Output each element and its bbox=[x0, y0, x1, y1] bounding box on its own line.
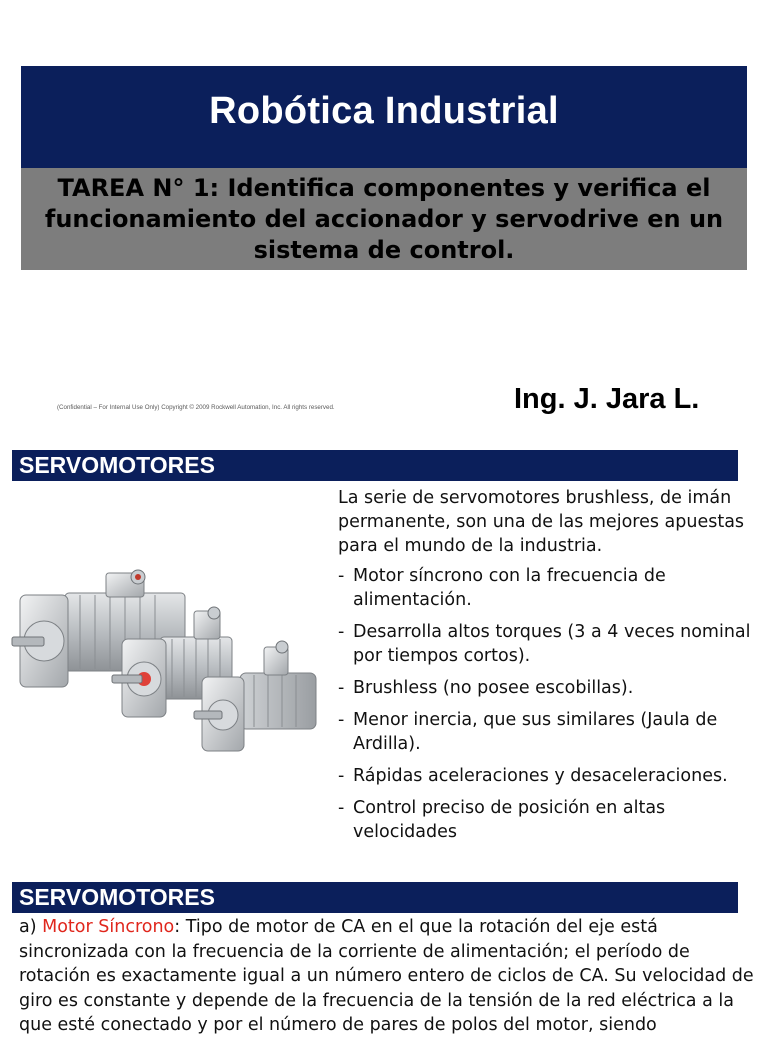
confidential-note: (Confidential – For Internal Use Only) Copyright © 2009 Rockwell Automation, Inc. All rights reserved. bbox=[57, 404, 335, 411]
section-title: SERVOMOTORES bbox=[19, 884, 215, 910]
bullet-dash: - bbox=[338, 622, 345, 642]
list-item bbox=[338, 764, 762, 788]
list-item-text: Desarrolla altos torques (3 a 4 veces nominal por tiempos cortos). bbox=[353, 622, 751, 666]
list-item-text: Menor inercia, que sus similares (Jaula de Ardilla). bbox=[353, 710, 718, 754]
list-item-text: Brushless (no posee escobillas). bbox=[353, 678, 634, 698]
section-header-servomotores bbox=[12, 450, 738, 481]
para-prefix: a) bbox=[19, 917, 43, 937]
list-item-text: Rápidas aceleraciones y desaceleraciones. bbox=[353, 766, 728, 786]
section-header-servomotores-2 bbox=[12, 882, 738, 913]
bullet-dash: - bbox=[338, 766, 345, 786]
motor-sincrono-term: Motor Síncrono bbox=[42, 917, 175, 937]
task-heading: TAREA N° 1: Identifica componentes y verifica el funcionamiento del accionador y servodrive en un sistema de control. bbox=[44, 174, 724, 264]
features-list bbox=[338, 564, 762, 852]
list-item-text: Control preciso de posición en altas velocidades bbox=[353, 798, 666, 842]
bullet-dash: - bbox=[338, 566, 345, 586]
bullet-dash: - bbox=[338, 678, 345, 698]
servomotors-image bbox=[10, 555, 325, 760]
list-item bbox=[338, 620, 762, 668]
intro-text: La serie de servomotores brushless, de imán permanente, son una de las mejores apuestas para el mundo de la industria. bbox=[338, 488, 745, 556]
list-item bbox=[338, 564, 762, 612]
list-item bbox=[338, 796, 762, 844]
author-name: Ing. J. Jara L. bbox=[514, 383, 700, 415]
slide-title: Robótica Industrial bbox=[209, 90, 559, 132]
para-text: : Tipo de motor de CA en el que la rotación del eje está sincronizada con la frecuencia de la corriente de alimentación; el período de rotación es exactamente igual a un número entero de ciclos de CA. Su velocidad de giro es constante y depende de la frecuencia de la tensión de la red eléctrica a la que esté conectado y por el número de pares de polos del motor, siendo bbox=[19, 917, 754, 1035]
section-title: SERVOMOTORES bbox=[19, 452, 215, 478]
title-banner bbox=[21, 66, 747, 168]
bullet-dash: - bbox=[338, 798, 345, 818]
synchronous-motor-paragraph bbox=[19, 915, 759, 1038]
task-banner bbox=[21, 168, 747, 270]
list-item-text: Motor síncrono con la frecuencia de alimentación. bbox=[353, 566, 666, 610]
list-item bbox=[338, 676, 762, 700]
bullet-dash: - bbox=[338, 710, 345, 730]
list-item bbox=[338, 708, 762, 756]
